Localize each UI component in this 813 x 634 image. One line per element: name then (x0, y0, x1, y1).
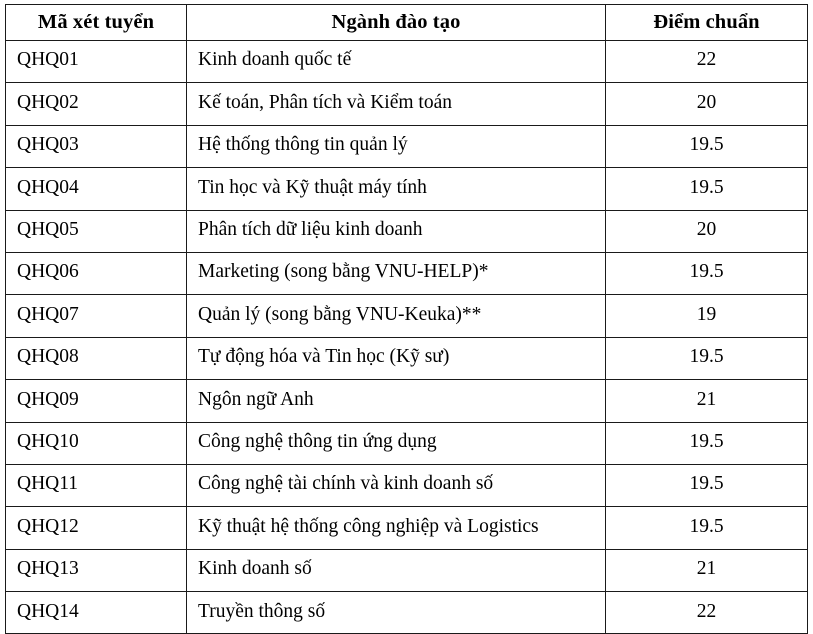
table-row (6, 125, 808, 167)
cell-benchmark-score: 22 (606, 41, 808, 83)
cell-admission-code: QHQ12 (6, 507, 187, 549)
cell-major-name: Kỹ thuật hệ thống công nghiệp và Logistics (187, 507, 606, 549)
table-row (6, 549, 808, 591)
cell-major-name: Kinh doanh quốc tế (187, 41, 606, 83)
cell-benchmark-score: 19.5 (606, 125, 808, 167)
cell-admission-code: QHQ01 (6, 41, 187, 83)
cell-admission-code: QHQ06 (6, 252, 187, 294)
cell-admission-code: QHQ08 (6, 337, 187, 379)
cell-admission-code: QHQ05 (6, 210, 187, 252)
cell-admission-code: QHQ13 (6, 549, 187, 591)
cell-major-name: Quản lý (song bằng VNU-Keuka)** (187, 295, 606, 337)
table-header (6, 5, 808, 41)
cell-major-name: Công nghệ thông tin ứng dụng (187, 422, 606, 464)
cell-admission-code: QHQ07 (6, 295, 187, 337)
cell-benchmark-score: 19.5 (606, 252, 808, 294)
table-body (6, 41, 808, 634)
cell-major-name: Tin học và Kỹ thuật máy tính (187, 168, 606, 210)
cell-admission-code: QHQ02 (6, 83, 187, 125)
table-row (6, 337, 808, 379)
cell-major-name: Hệ thống thông tin quản lý (187, 125, 606, 167)
cell-benchmark-score: 22 (606, 592, 808, 634)
column-header-major: Ngành đào tạo (187, 5, 606, 41)
column-header-code: Mã xét tuyển (6, 5, 187, 41)
table-row (6, 252, 808, 294)
cell-admission-code: QHQ03 (6, 125, 187, 167)
cell-benchmark-score: 19.5 (606, 337, 808, 379)
cell-benchmark-score: 19.5 (606, 422, 808, 464)
cell-major-name: Tự động hóa và Tin học (Kỹ sư) (187, 337, 606, 379)
cell-admission-code: QHQ10 (6, 422, 187, 464)
cell-major-name: Ngôn ngữ Anh (187, 380, 606, 422)
cell-major-name: Công nghệ tài chính và kinh doanh số (187, 464, 606, 506)
table-row (6, 210, 808, 252)
cell-benchmark-score: 21 (606, 380, 808, 422)
cell-benchmark-score: 19.5 (606, 464, 808, 506)
table-row (6, 83, 808, 125)
cell-major-name: Marketing (song bằng VNU-HELP)* (187, 252, 606, 294)
column-header-score: Điểm chuẩn (606, 5, 808, 41)
table-header-row (6, 5, 808, 41)
cell-admission-code: QHQ11 (6, 464, 187, 506)
table-row (6, 464, 808, 506)
cell-admission-code: QHQ09 (6, 380, 187, 422)
cell-benchmark-score: 20 (606, 210, 808, 252)
admission-score-table (5, 4, 808, 634)
table-row (6, 507, 808, 549)
cell-admission-code: QHQ04 (6, 168, 187, 210)
table-row (6, 380, 808, 422)
cell-major-name: Truyền thông số (187, 592, 606, 634)
table-row (6, 592, 808, 634)
table-row (6, 41, 808, 83)
table-row (6, 295, 808, 337)
cell-benchmark-score: 19.5 (606, 168, 808, 210)
cell-admission-code: QHQ14 (6, 592, 187, 634)
table-row (6, 168, 808, 210)
cell-benchmark-score: 19 (606, 295, 808, 337)
cell-major-name: Phân tích dữ liệu kinh doanh (187, 210, 606, 252)
cell-benchmark-score: 19.5 (606, 507, 808, 549)
cell-major-name: Kinh doanh số (187, 549, 606, 591)
cell-benchmark-score: 20 (606, 83, 808, 125)
table-row (6, 422, 808, 464)
cell-major-name: Kế toán, Phân tích và Kiểm toán (187, 83, 606, 125)
cell-benchmark-score: 21 (606, 549, 808, 591)
